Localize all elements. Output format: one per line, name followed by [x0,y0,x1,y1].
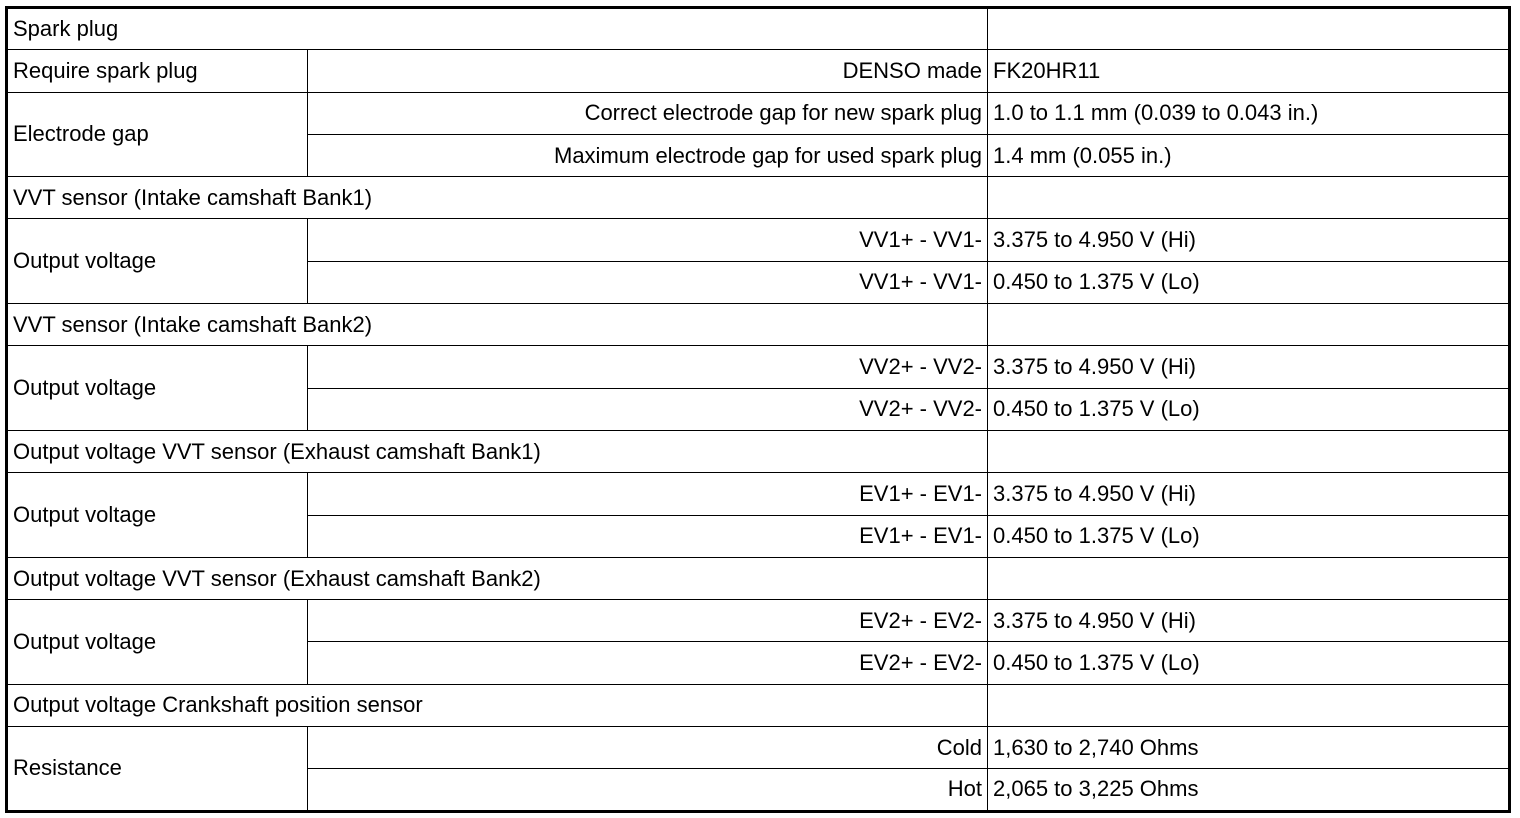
empty-cell [988,684,1510,726]
row-condition: VV1+ - VV1- [308,219,988,261]
row-value: 0.450 to 1.375 V (Lo) [988,261,1510,303]
section-title: Output voltage Crankshaft position sensor [7,684,988,726]
group-label: Output voltage [7,219,308,304]
empty-cell [988,8,1510,50]
table-row [7,600,1510,642]
row-condition: Correct electrode gap for new spark plug [308,92,988,134]
group-label: Electrode gap [7,92,308,177]
row-condition: VV1+ - VV1- [308,261,988,303]
row-value: 0.450 to 1.375 V (Lo) [988,515,1510,557]
group-label: Output voltage [7,600,308,685]
spec-table [5,6,1511,813]
row-condition: Cold [308,727,988,769]
row-condition: EV2+ - EV2- [308,642,988,684]
row-label: Require spark plug [7,50,308,92]
group-label: Output voltage [7,346,308,431]
row-value: 3.375 to 4.950 V (Hi) [988,473,1510,515]
row-condition: Maximum electrode gap for used spark plug [308,134,988,176]
row-value: 0.450 to 1.375 V (Lo) [988,642,1510,684]
row-value: 0.450 to 1.375 V (Lo) [988,388,1510,430]
section-title: Output voltage VVT sensor (Exhaust camshaft Bank1) [7,430,988,472]
section-header-row [7,177,1510,219]
row-value: 2,065 to 3,225 Ohms [988,769,1510,811]
row-value: 1,630 to 2,740 Ohms [988,727,1510,769]
empty-cell [988,304,1510,346]
row-condition: VV2+ - VV2- [308,388,988,430]
row-value: 1.0 to 1.1 mm (0.039 to 0.043 in.) [988,92,1510,134]
section-header-row [7,430,1510,472]
section-title: VVT sensor (Intake camshaft Bank2) [7,304,988,346]
group-label: Output voltage [7,473,308,558]
section-title: VVT sensor (Intake camshaft Bank1) [7,177,988,219]
row-condition: EV1+ - EV1- [308,473,988,515]
row-condition: DENSO made [308,50,988,92]
row-condition: EV1+ - EV1- [308,515,988,557]
row-value: 3.375 to 4.950 V (Hi) [988,219,1510,261]
row-value: 3.375 to 4.950 V (Hi) [988,600,1510,642]
table-row [7,50,1510,92]
section-header-row [7,8,1510,50]
table-row [7,346,1510,388]
row-value: 1.4 mm (0.055 in.) [988,134,1510,176]
section-header-row [7,684,1510,726]
row-value: FK20HR11 [988,50,1510,92]
row-value: 3.375 to 4.950 V (Hi) [988,346,1510,388]
row-condition: Hot [308,769,988,811]
group-label: Resistance [7,727,308,812]
section-title: Output voltage VVT sensor (Exhaust camshaft Bank2) [7,557,988,599]
section-header-row [7,557,1510,599]
row-condition: VV2+ - VV2- [308,346,988,388]
empty-cell [988,430,1510,472]
empty-cell [988,177,1510,219]
table-row [7,473,1510,515]
table-row [7,92,1510,134]
row-condition: EV2+ - EV2- [308,600,988,642]
empty-cell [988,557,1510,599]
section-title: Spark plug [7,8,988,50]
table-row [7,727,1510,769]
table-row [7,219,1510,261]
section-header-row [7,304,1510,346]
